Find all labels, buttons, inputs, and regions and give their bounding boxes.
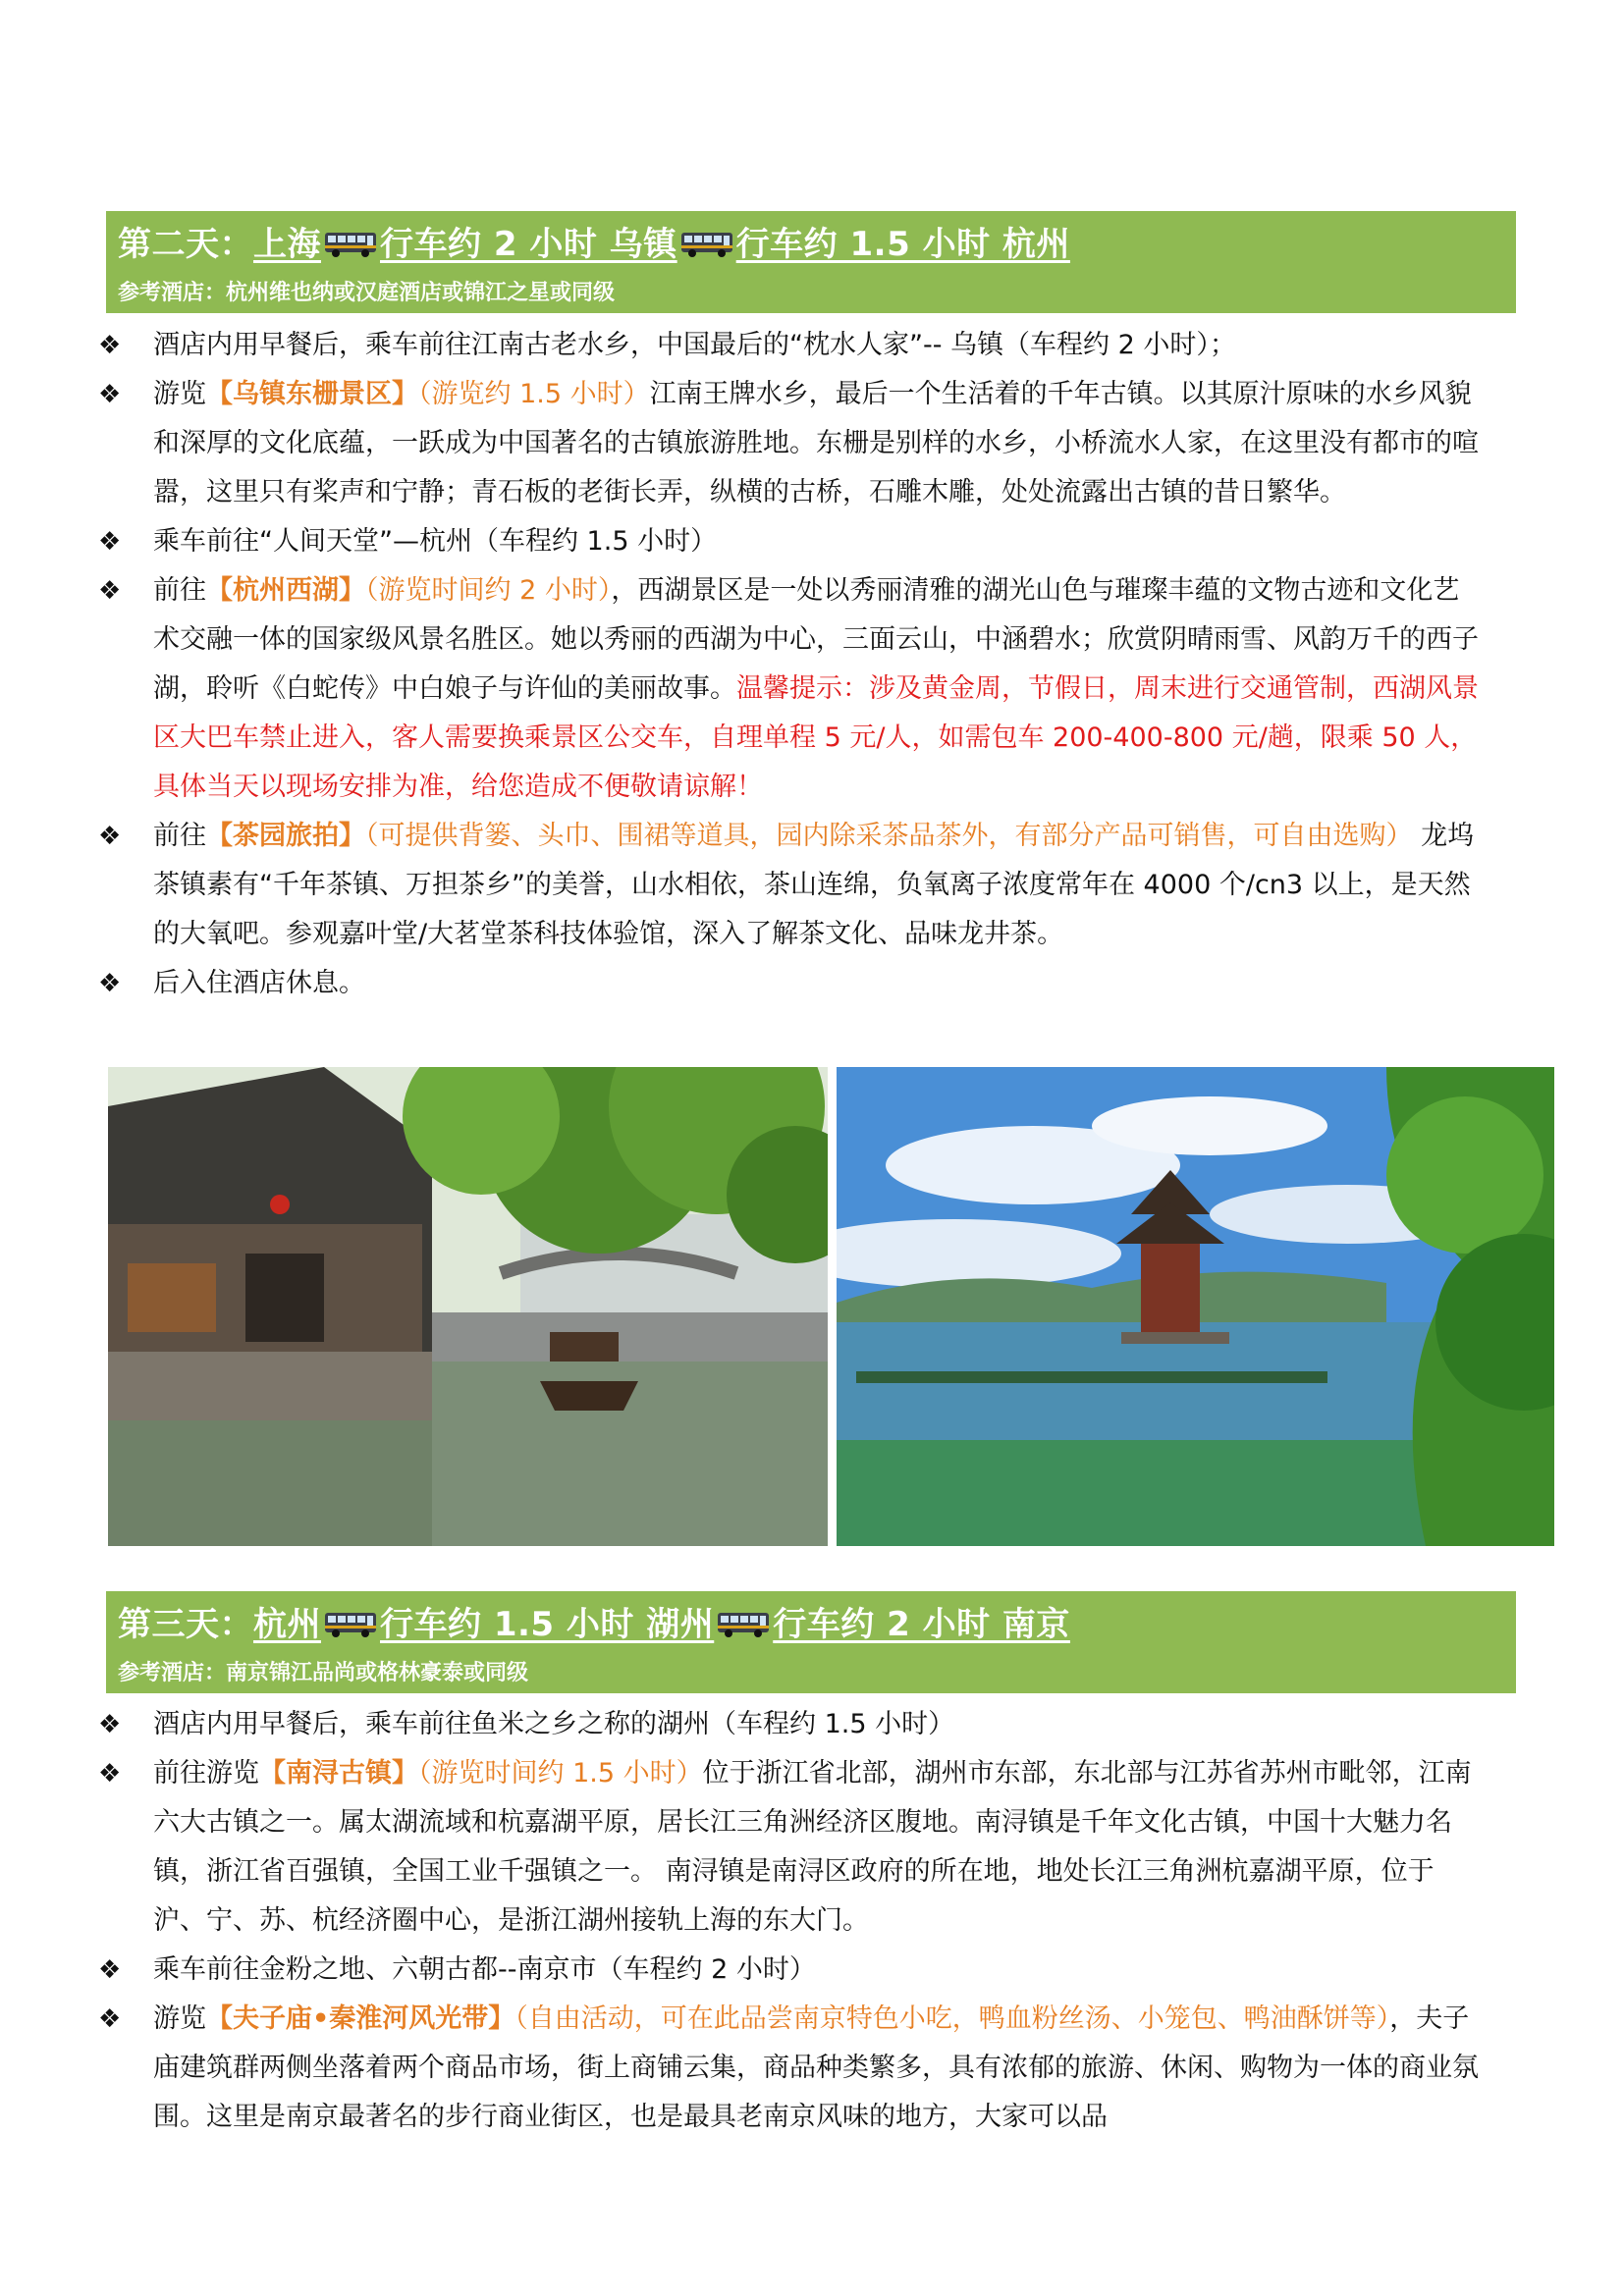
diamond-bullet-icon: ❖ [98, 1955, 122, 1985]
day3-title-prefix: 第三天： [118, 1605, 253, 1644]
diamond-bullet-icon: ❖ [98, 822, 122, 851]
item-lead: 游览 [153, 379, 206, 409]
wuzhen-canal-photo [108, 1067, 828, 1546]
item-text: 酒店内用早餐后，乘车前往鱼米之乡之称的湖州（车程约 1.5 小时） [153, 1709, 955, 1739]
diamond-bullet-icon: ❖ [98, 2004, 122, 2034]
item-text: 乘车前往“人间天堂”—杭州（车程约 1.5 小时） [153, 526, 718, 557]
bus-icon [323, 1610, 378, 1639]
list-item [98, 1946, 1483, 1995]
item-text: 位于浙江省北部，湖州市东部，东北部与江苏省苏州市毗邻，江南六大古镇之一。属太湖流域和杭嘉湖平原，居长江三角洲经济区腹地。南浔镇是千年文化古镇，中国十大魅力名镇，浙江省百强镇，全国工业千强镇之一。 南浔镇是南浔区政府的所在地，地处长江三角洲杭嘉湖平原，位于沪、宁、苏、杭经济圈中心，是浙江湖州接轨上海的东大门。 [153, 1758, 1472, 1936]
props-note: （可提供背篓、头巾、围裙等道具，园内除采茶品茶外，有部分产品可销售，可自由选购） [365, 821, 1413, 851]
bus-icon [716, 1610, 771, 1639]
item-lead: 前往游览 [153, 1758, 259, 1789]
day3-title-leg2: 行车约 2 小时 南京 [773, 1605, 1070, 1644]
west-lake-photo [837, 1067, 1554, 1546]
day3-title [118, 1597, 1070, 1645]
day3-title-leg1: 行车约 1.5 小时 湖州 [380, 1605, 715, 1644]
activity-note: （自由活动，可在此品尝南京特色小吃，鸭血粉丝汤、小笼包、鸭油酥饼等） [514, 2003, 1390, 2034]
list-item [98, 1700, 1483, 1749]
item-text: 龙坞茶镇素有“千年茶镇、万担茶乡”的美誉，山水相依，茶山连绵，负氧离子浓度常年在 4000 个/cn3 以上，是天然的大氧吧。参观嘉叶堂/大茗堂茶科技体验馆，深入了解茶文化、品味龙井茶。 [153, 821, 1475, 949]
diamond-bullet-icon: ❖ [98, 1759, 122, 1789]
list-item [98, 812, 1483, 959]
item-lead: 前往 [153, 575, 206, 606]
item-lead: 游览 [153, 2003, 206, 2034]
item-lead: 前往 [153, 821, 206, 851]
item-text: ，西湖景区是一处以秀丽清雅的湖光山色与璀璨丰蕴的文物古迹和文化艺术交融一体的国家级风景名胜区。她以秀丽的西湖为中心，三面云山，中涵碧水；欣赏阴晴雨雪、风韵万千的西子湖，聆听《白蛇传》中白娘子与许仙的美丽故事。 [153, 575, 1479, 704]
list-item [98, 959, 1483, 1008]
attraction-name: 【杭州西湖】 [206, 575, 365, 606]
day2-hotel: 参考酒店：杭州维也纳或汉庭酒店或锦江之星或同级 [118, 281, 616, 305]
diamond-bullet-icon: ❖ [98, 527, 122, 557]
day3-header [106, 1591, 1516, 1693]
day2-header [106, 211, 1516, 313]
day2-title-prefix: 第二天： [118, 225, 253, 264]
warning-note: 温馨提示：涉及黄金周，节假日，周末进行交通管制，西湖风景区大巴车禁止进入，客人需要换乘景区公交车，自理单程 5 元/人，如需包车 200-400-800 元/趟，限乘 50 人，具体当天以现场安排为准，给您造成不便敬请谅解！ [153, 673, 1479, 802]
duration-note: （游览时间约 2 小时） [365, 575, 612, 606]
day2-title-start: 上海 [253, 225, 321, 264]
bus-icon [323, 230, 378, 259]
list-item [98, 1995, 1483, 2142]
list-item [98, 517, 1483, 566]
attraction-name: 【乌镇东栅景区】 [206, 379, 418, 409]
day3-hotel: 参考酒店：南京锦江品尚或格林豪泰或同级 [118, 1661, 529, 1685]
attraction-name: 【夫子庙•秦淮河风光带】 [206, 2003, 515, 2034]
list-item [98, 321, 1483, 370]
attraction-name: 【南浔古镇】 [259, 1758, 418, 1789]
item-text: 江南王牌水乡，最后一个生活着的千年古镇。以其原汁原味的水乡风貌和深厚的文化底蕴，一跃成为中国著名的古镇旅游胜地。东栅是别样的水乡，小桥流水人家，在这里没有都市的喧嚣，这里只有桨声和宁静；青石板的老街长弄，纵横的古桥，石雕木雕，处处流露出古镇的昔日繁华。 [153, 379, 1479, 507]
day2-title-leg2: 行车约 1.5 小时 杭州 [735, 225, 1070, 264]
item-text: 乘车前往金粉之地、六朝古都--南京市（车程约 2 小时） [153, 1954, 816, 1985]
item-text: 后入住酒店休息。 [153, 968, 365, 998]
bus-icon [679, 230, 734, 259]
list-item [98, 566, 1483, 812]
diamond-bullet-icon: ❖ [98, 576, 122, 606]
diamond-bullet-icon: ❖ [98, 1710, 122, 1739]
day2-itinerary [98, 321, 1483, 1008]
list-item [98, 370, 1483, 517]
diamond-bullet-icon: ❖ [98, 969, 122, 998]
item-text: 酒店内用早餐后，乘车前往江南古老水乡，中国最后的“枕水人家”-- 乌镇（车程约 2 小时）； [153, 330, 1236, 360]
attraction-name: 【茶园旅拍】 [206, 821, 365, 851]
diamond-bullet-icon: ❖ [98, 331, 122, 360]
day3-title-start: 杭州 [253, 1605, 321, 1644]
diamond-bullet-icon: ❖ [98, 380, 122, 409]
day3-itinerary [98, 1700, 1483, 2142]
item-text: ，夫子庙建筑群两侧坐落着两个商品市场，街上商铺云集，商品种类繁多，具有浓郁的旅游、休闲、购物为一体的商业氛围。这里是南京最著名的步行商业街区，也是最具老南京风味的地方，大家可以品 [153, 2003, 1479, 2132]
duration-note: （游览时间约 1.5 小时） [418, 1758, 703, 1789]
day2-title [118, 217, 1070, 265]
list-item [98, 1749, 1483, 1946]
duration-note: （游览约 1.5 小时） [418, 379, 650, 409]
day2-title-leg1: 行车约 2 小时 乌镇 [380, 225, 677, 264]
